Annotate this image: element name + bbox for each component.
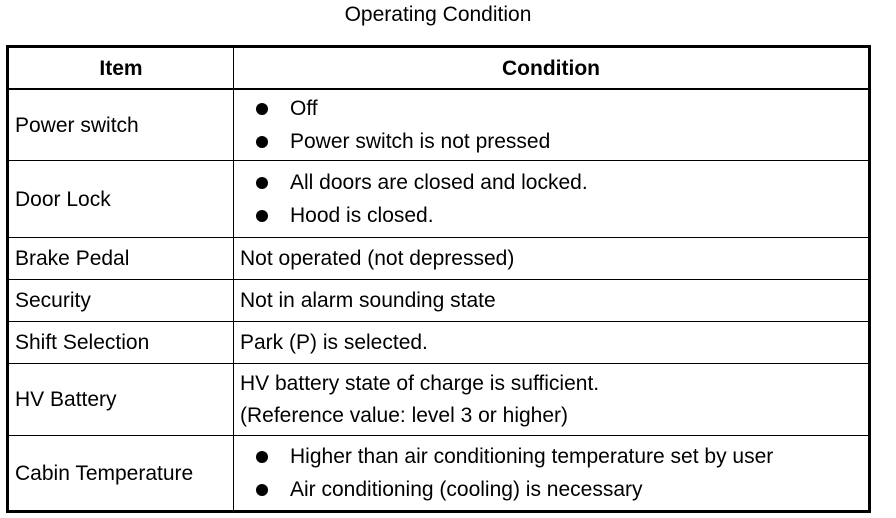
item-cell: HV Battery <box>8 364 234 436</box>
bullet-item <box>256 199 862 232</box>
condition-bullet-list <box>240 92 862 158</box>
condition-text: Not in alarm sounding state <box>240 288 496 312</box>
table-row <box>8 322 870 364</box>
bullet-item <box>256 440 862 473</box>
item-cell: Power switch <box>8 89 234 161</box>
condition-text: (Reference value: level 3 or higher) <box>240 403 569 427</box>
table-row <box>8 364 870 436</box>
condition-text: HV battery state of charge is sufficient. <box>240 371 600 395</box>
header-item: Item <box>8 47 234 90</box>
bullet-dot-icon <box>256 177 268 189</box>
bullet-item <box>256 473 862 506</box>
bullet-item <box>256 92 862 125</box>
condition-text: Not operated (not depressed) <box>240 246 515 270</box>
condition-bullet-list <box>240 166 862 232</box>
bullet-text: Higher than air conditioning temperature set by user <box>290 445 774 468</box>
table-header-row <box>8 47 870 90</box>
condition-cell <box>234 280 870 322</box>
item-cell: Security <box>8 280 234 322</box>
bullet-dot-icon <box>256 210 268 222</box>
table-row <box>8 280 870 322</box>
table-row <box>8 436 870 512</box>
condition-text: Park (P) is selected. <box>240 330 428 354</box>
condition-bullet-list <box>240 440 862 506</box>
bullet-text: Power switch is not pressed <box>290 130 551 153</box>
item-cell: Door Lock <box>8 161 234 238</box>
item-cell: Shift Selection <box>8 322 234 364</box>
bullet-text: Hood is closed. <box>290 204 434 227</box>
table-row <box>8 238 870 280</box>
operating-condition-table <box>6 45 871 513</box>
table-row <box>8 89 870 161</box>
condition-cell <box>234 436 870 512</box>
item-cell: Cabin Temperature <box>8 436 234 512</box>
bullet-dot-icon <box>256 103 268 115</box>
header-condition: Condition <box>234 47 870 90</box>
table-row <box>8 161 870 238</box>
condition-cell <box>234 238 870 280</box>
bullet-item <box>256 166 862 199</box>
bullet-dot-icon <box>256 484 268 496</box>
condition-cell <box>234 89 870 161</box>
bullet-dot-icon <box>256 136 268 148</box>
bullet-text: Off <box>290 97 318 120</box>
table-caption: Operating Condition <box>344 3 532 26</box>
bullet-text: All doors are closed and locked. <box>290 171 588 194</box>
condition-cell <box>234 161 870 238</box>
item-cell: Brake Pedal <box>8 238 234 280</box>
bullet-item <box>256 125 862 158</box>
bullet-text: Air conditioning (cooling) is necessary <box>290 478 643 501</box>
bullet-dot-icon <box>256 451 268 463</box>
condition-cell <box>234 322 870 364</box>
condition-cell <box>234 364 870 436</box>
